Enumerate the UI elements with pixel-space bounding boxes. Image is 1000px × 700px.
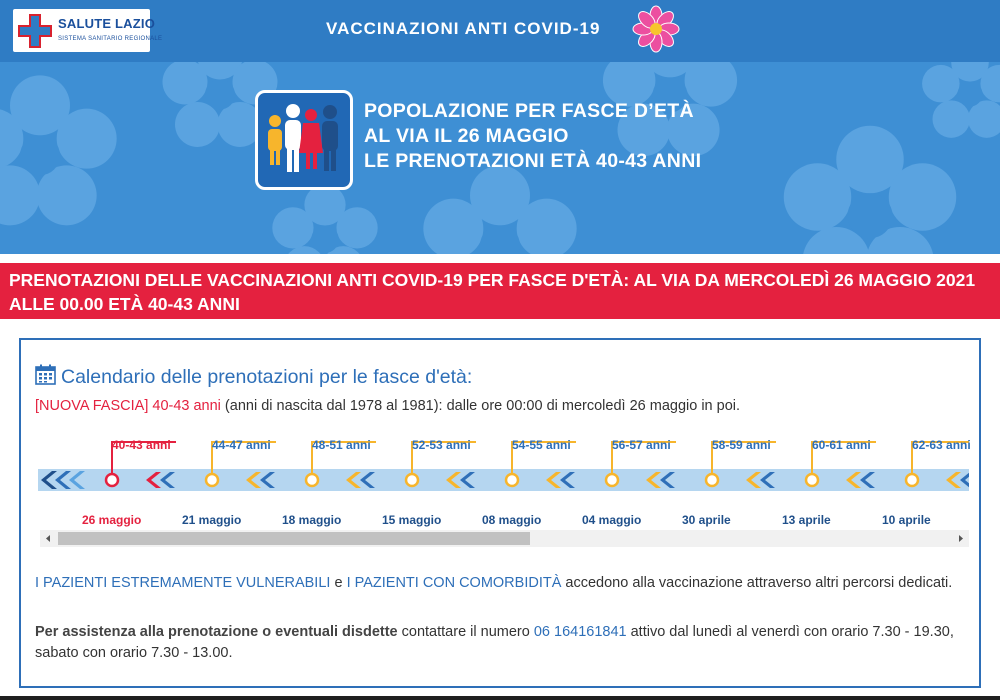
timeline-age-label: 58-59 anni [712, 438, 771, 452]
decorative-flower-icon [420, 162, 580, 254]
timeline-node[interactable] [806, 474, 818, 486]
vulnerable-patients-text [35, 573, 955, 594]
scroll-right-arrow-icon[interactable] [952, 530, 969, 547]
calendar-title: Calendario delle prenotazioni per le fasce d'età: [61, 366, 473, 388]
timeline-age-label: 60-61 anni [812, 438, 871, 452]
timeline-age-label: 62-63 anni [912, 438, 971, 452]
timeline-node[interactable] [706, 474, 718, 486]
timeline-node[interactable] [406, 474, 418, 486]
decorative-flower-icon [270, 182, 380, 254]
timeline-age-label: 54-55 anni [512, 438, 571, 452]
timeline-date-label: 30 aprile [682, 513, 731, 527]
timeline-node[interactable] [206, 474, 218, 486]
timeline-node[interactable] [506, 474, 518, 486]
timeline-date-label: 15 maggio [382, 513, 442, 527]
comorbid-label: I PAZIENTI CON COMORBIDITÀ [346, 575, 562, 591]
banner-line-3: LE PRENOTAZIONI ETÀ 40-43 ANNI [364, 150, 702, 172]
cross-icon [18, 14, 52, 48]
timeline-scrollbar[interactable] [40, 530, 969, 547]
scroll-left-arrow-icon[interactable] [40, 530, 57, 547]
vulnerable-label: I PAZIENTI ESTREMAMENTE VULNERABILI [35, 575, 331, 591]
timeline-date-label: 21 maggio [182, 513, 242, 527]
decorative-flower-icon [0, 72, 120, 232]
hero-banner [0, 62, 1000, 254]
new-band-line [35, 398, 740, 414]
timeline-date-label: 18 maggio [282, 513, 342, 527]
timeline-date-label: 13 aprile [782, 513, 831, 527]
timeline-age-label: 40-43 anni [112, 438, 171, 452]
access-text: accedono alla vaccinazione attraverso altri percorsi dedicati. [561, 575, 953, 591]
hours-text: attivo dal lunedì al venerdì con orario 7.30 - 19.30, sabato con orario 7.30 - 13.00. [35, 624, 954, 661]
logo-title: SALUTE LAZIO [58, 16, 156, 31]
family-illustration [255, 90, 353, 190]
timeline-node[interactable] [106, 474, 118, 486]
timeline-node[interactable] [606, 474, 618, 486]
new-band-description: (anni di nascita dal 1978 al 1981): dalle ore 00:00 di mercoledì 26 maggio in poi. [220, 398, 741, 414]
notice-text: PRENOTAZIONI DELLE VACCINAZIONI ANTI COVID-19 PER FASCE D'ETÀ: AL VIA DA MERCOLEDÌ 26 MAGGIO 2021 ALLE 00.00 ETÀ 40-43 ANNI [9, 270, 976, 314]
timeline-date-label: 08 maggio [482, 513, 542, 527]
timeline-age-label: 56-57 anni [612, 438, 671, 452]
notice-strip [0, 263, 1000, 319]
phone-number-link[interactable]: 06 164161841 [533, 624, 627, 640]
calendar-icon [35, 364, 56, 385]
timeline-date-label: 10 aprile [882, 513, 931, 527]
timeline-age-label: 52-53 anni [412, 438, 471, 452]
people-icon [258, 93, 350, 187]
timeline-node[interactable] [906, 474, 918, 486]
header-title: VACCINAZIONI ANTI COVID-19 [326, 19, 601, 38]
banner-line-1: POPOLAZIONE PER FASCE D’ETÀ [364, 100, 694, 122]
timeline-date-label: 04 maggio [582, 513, 642, 527]
contact-text: contattare il numero [397, 624, 534, 640]
timeline-band [38, 469, 969, 491]
salute-lazio-logo[interactable] [13, 9, 163, 52]
banner-line-2: AL VIA IL 26 MAGGIO [364, 125, 569, 147]
timeline-age-label: 48-51 anni [312, 438, 371, 452]
top-header [0, 0, 1000, 62]
calendar-card [19, 338, 981, 688]
decorative-flower-icon [920, 62, 1000, 142]
scroll-thumb[interactable] [58, 532, 530, 545]
timeline-date-label: 26 maggio [82, 513, 142, 527]
timeline-age-label: 44-47 anni [212, 438, 271, 452]
flower-icon [632, 5, 680, 53]
logo-subtitle: SISTEMA SANITARIO REGIONALE [58, 36, 163, 42]
timeline-node[interactable] [306, 474, 318, 486]
banner-headline [364, 99, 701, 174]
conjunction: e [330, 575, 347, 591]
bottom-border [0, 696, 1000, 700]
assistance-text [35, 622, 955, 664]
assistance-label: Per assistenza alla prenotazione o eventuali disdette [35, 624, 398, 640]
new-band-tag: [NUOVA FASCIA] 40-43 anni [35, 398, 221, 414]
